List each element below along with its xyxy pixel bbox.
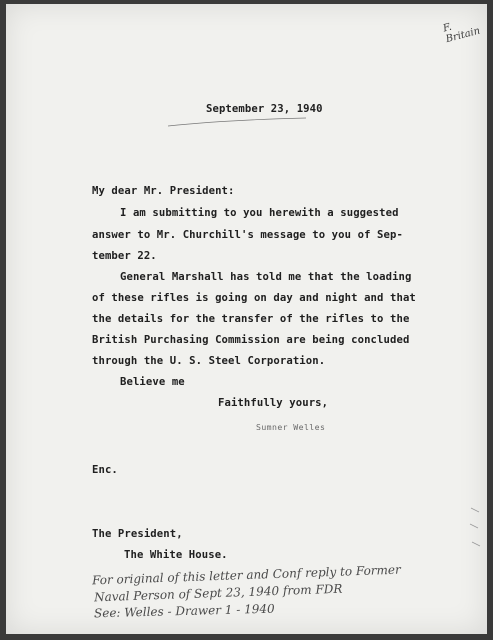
letter-page [6,4,487,634]
enclosure-notation: Enc. [92,464,118,476]
body-line: of these rifles is going on day and night and that [92,292,416,304]
body-line: answer to Mr. Churchill's message to you of Sep- [92,229,403,241]
corner-annotation: F. Britain [441,21,482,46]
salutation: My dear Mr. President: [92,185,235,197]
handwritten-note-line: Naval Person of Sept 23, 1940 from FDR [93,581,343,605]
handwritten-note-line: See: Welles - Drawer 1 - 1940 [93,601,275,621]
body-line: the details for the transfer of the rifles to the [92,313,410,325]
handwritten-note-line: For original of this letter and Conf reply to Former [91,562,401,588]
body-line: I am submitting to you herewith a suggested [120,207,399,219]
addressee-line: The White House. [124,549,228,561]
edge-stain [468,504,482,554]
closing: Faithfully yours, [218,397,329,409]
typed-signature: Sumner Welles [256,422,326,432]
body-line: Believe me [120,376,185,388]
addressee-line: The President, [92,528,183,540]
body-line: General Marshall has told me that the loading [120,271,412,283]
body-line: tember 22. [92,250,157,262]
body-line: through the U. S. Steel Corporation. [92,355,326,367]
pencil-stroke [166,116,316,130]
body-line: British Purchasing Commission are being concluded [92,334,410,346]
letter-date: September 23, 1940 [206,103,323,115]
